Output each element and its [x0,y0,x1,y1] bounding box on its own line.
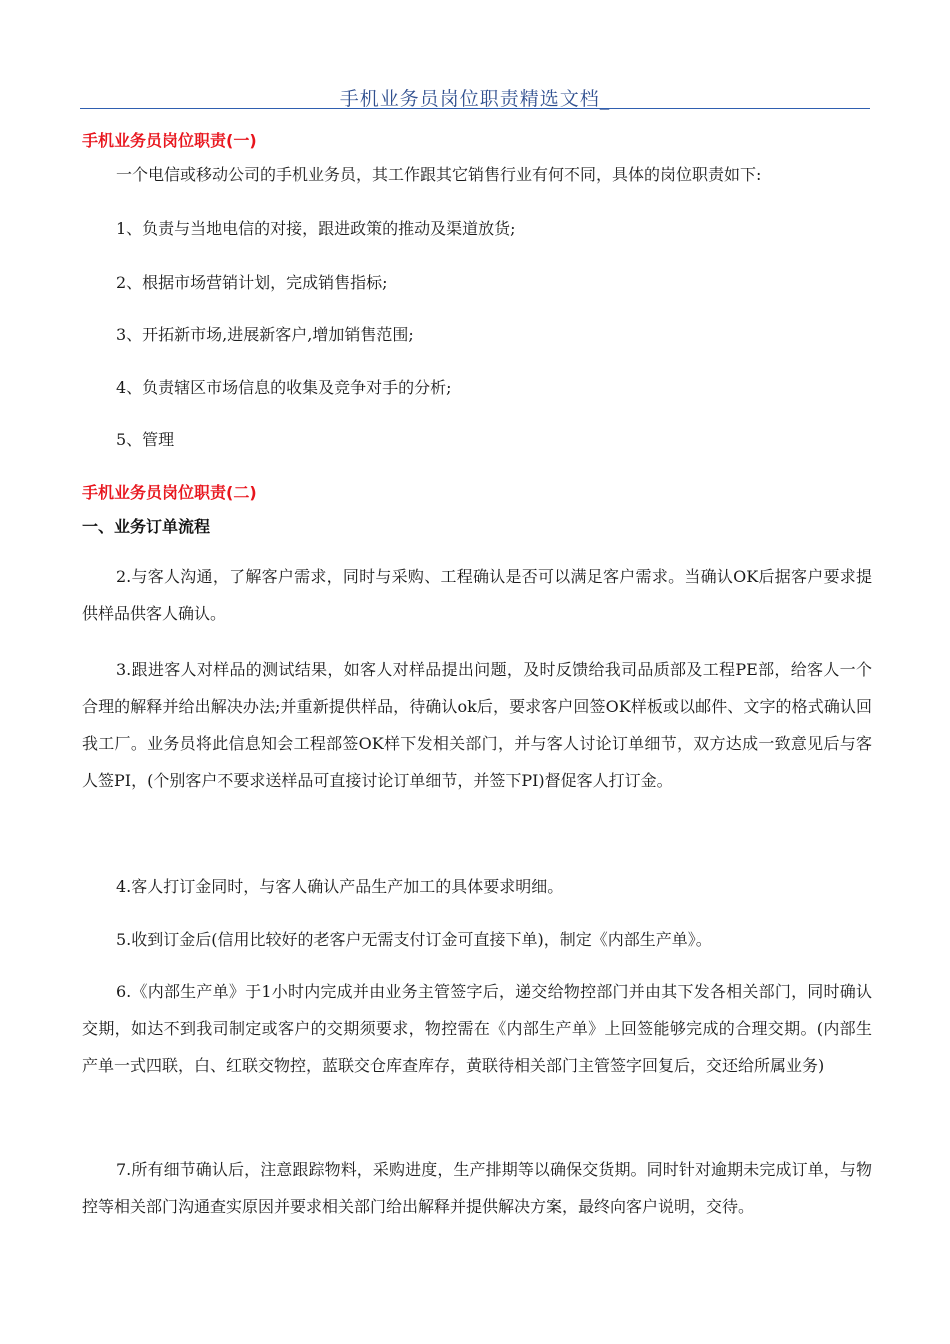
list-item: 1、负责与当地电信的对接，跟进政策的推动及渠道放货; [116,219,516,238]
paragraph: 2.与客人沟通，了解客户需求，同时与采购、工程确认是否可以满足客户需求。当确认OK后据客户要求提供样品供客人确认。 [82,567,872,623]
list-item: 2、根据市场营销计划，完成销售指标; [116,273,388,292]
paragraph: 4.客人打订金同时，与客人确认产品生产加工的具体要求明细。 [116,877,564,896]
paragraph: 6.《内部生产单》于1小时内完成并由业务主管签字后，递交给物控部门并由其下发各相关部门，同时确认交期，如达不到我司制定或客户的交期须要求，物控需在《内部生产单》上回签能够完成的合理交期。(内部生产单一式四联，白、红联交物控，蓝联交仓库查库存，黄联待相关部门主管签字回复后，交还给所属业务) [82,982,872,1075]
intro-paragraph: 一个电信或移动公司的手机业务员，其工作跟其它销售行业有何不同，具体的岗位职责如下: [116,165,762,184]
list-item: 3、开拓新市场,进展新客户,增加销售范围; [116,325,414,344]
section-heading-1: 手机业务员岗位职责(一) [82,131,257,150]
paragraph: 7.所有细节确认后，注意跟踪物料，采购进度，生产排期等以确保交货期。同时针对逾期未完成订单，与物控等相关部门沟通查实原因并要求相关部门给出解释并提供解决方案，最终向客户说明，交待。 [82,1160,872,1216]
list-item: 5、管理 [116,430,175,449]
paragraph: 3.跟进客人对样品的测试结果，如客人对样品提出问题，及时反馈给我司品质部及工程PE部，给客人一个合理的解释并给出解决办法;并重新提供样品，待确认ok后，要求客户回签OK样板或以邮件、文字的格式确认回我工厂。业务员将此信息知会工程部签OK样下发相关部门，并与客人讨论订单细节，双方达成一致意见后与客人签PI，(个别客户不要求送样品可直接讨论订单细节，并签下PI)督促客人打订金。 [82,660,872,790]
list-item: 4、负责辖区市场信息的收集及竞争对手的分析; [116,378,452,397]
subsection-heading: 一、业务订单流程 [82,517,211,536]
paragraph: 5.收到订金后(信用比较好的老客户无需支付订金可直接下单)，制定《内部生产单》。 [116,930,712,949]
header-divider [80,108,870,109]
document-title: 手机业务员岗位职责精选文档_ [339,88,611,110]
section-heading-2: 手机业务员岗位职责(二) [82,483,257,502]
